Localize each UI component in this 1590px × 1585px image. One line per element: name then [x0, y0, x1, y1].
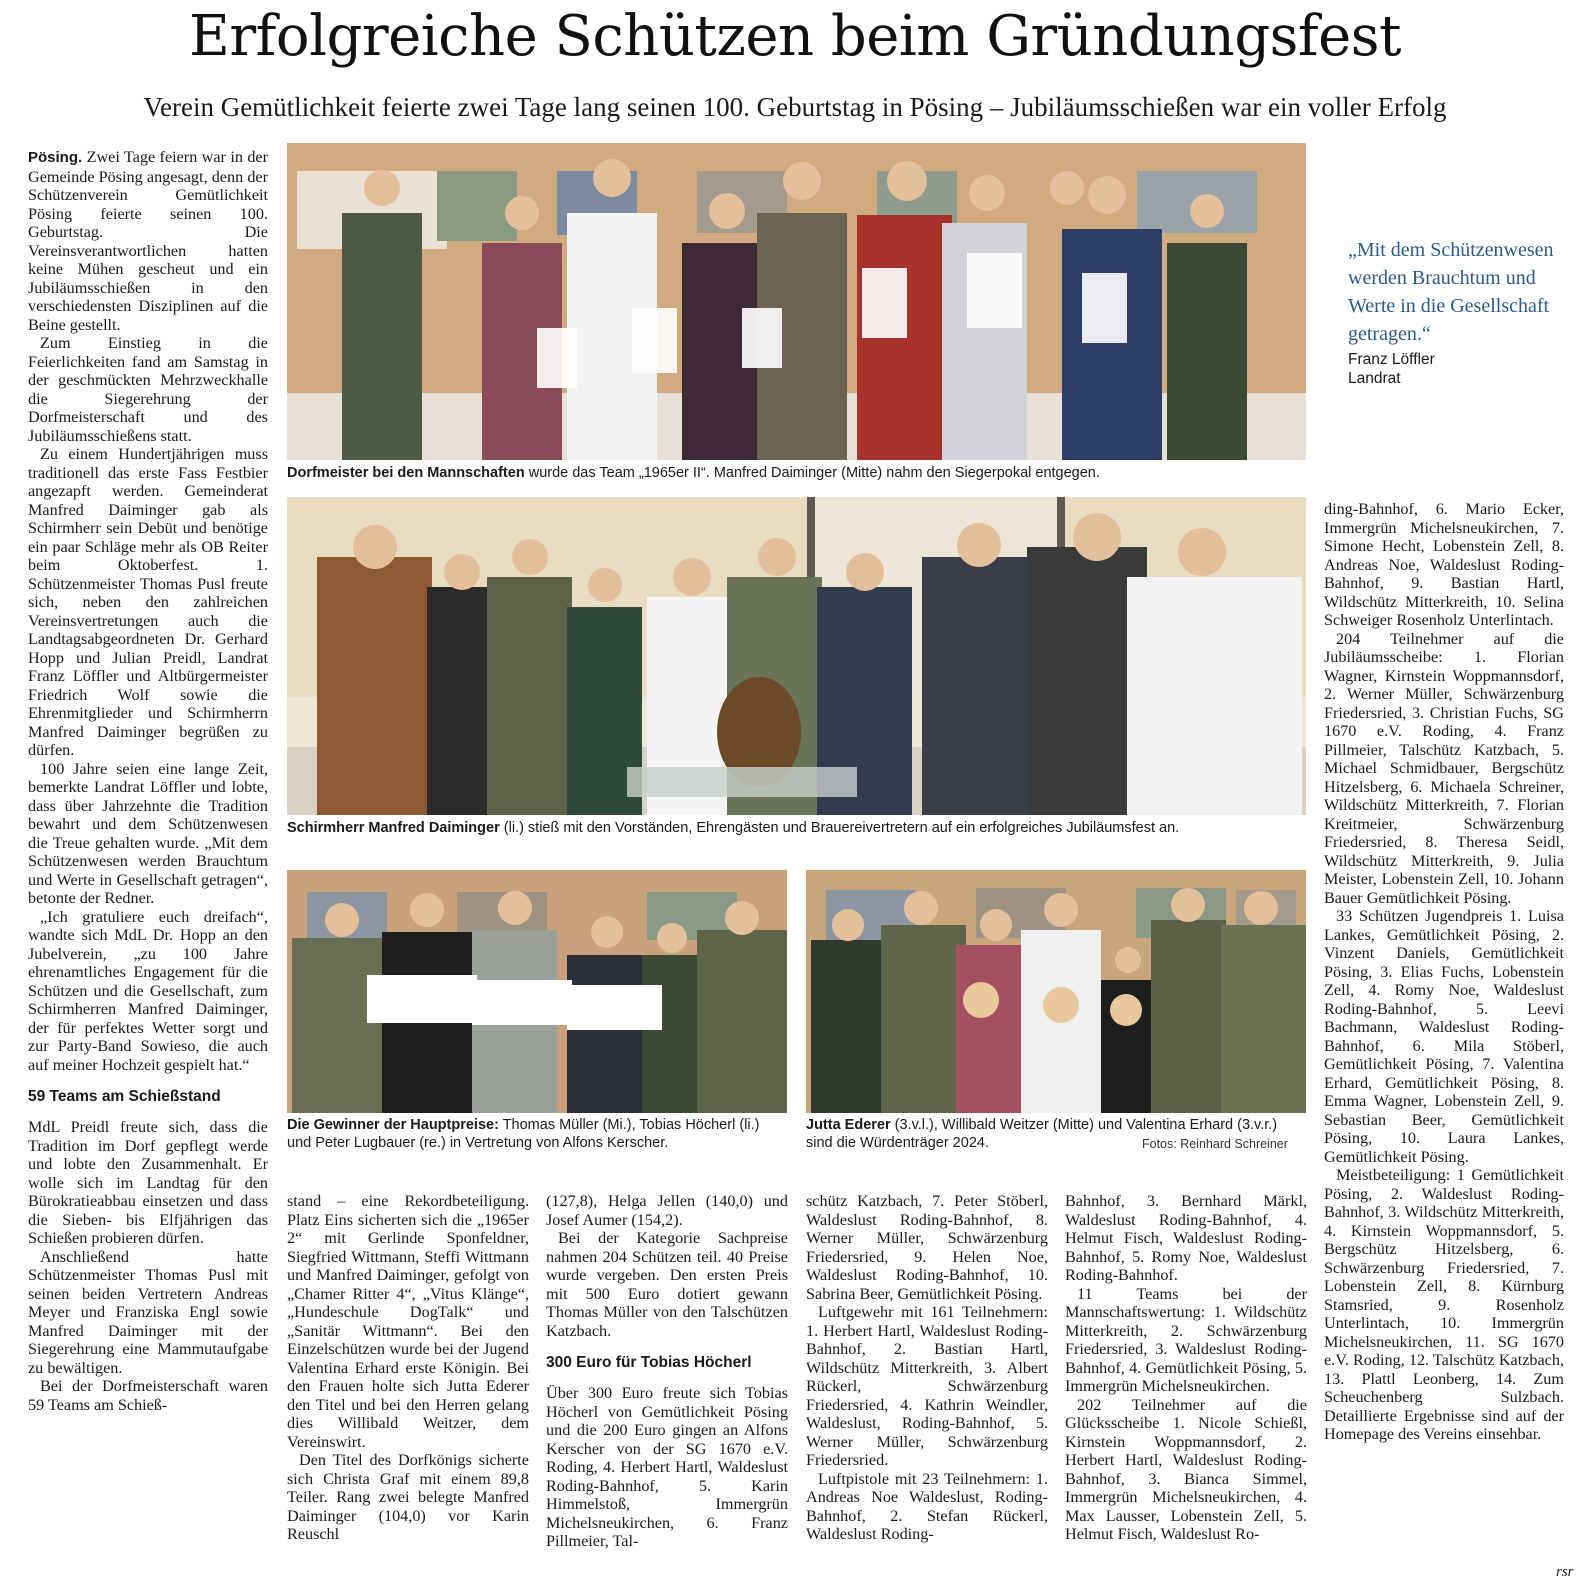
text-column-6	[1324, 500, 1564, 1562]
quote-author-role: Landrat	[1348, 370, 1401, 387]
photo-caption	[287, 819, 1306, 837]
paragraph: Zu einem Hundertjährigen muss traditionell das erste Fass Festbier angezapft werden. Gemeinderat Manfred Daiminger gab als Schirmherr sein Debüt und benötige ein paar Schläge mehr als OB Reiter beim Oktoberfest. 1. Schützenmeister Thomas Pusl freute sich, neben den zahlreichen Vereinsvertretungen auch die Landtagsabgeordneten Dr. Gerhard Hopp und Julian Preidl, Landrat Franz Löffler und Altbürgermeister Friedrich Wolf sowie die Ehrenmitglieder und Schirmherrn Manfred Daiminger begrüßen zu dürfen.	[28, 445, 268, 759]
photo-main-prize-winners	[287, 870, 787, 1113]
photo-team-1965er	[287, 143, 1306, 460]
paragraph: Luftgewehr mit 161 Teilnehmern: 1. Herbert Hartl, Waldeslust Roding-Bahnhof, 2. Bastian Hartl, Wildschütz Mitterkreith, 3. Albert Rückerl, Schwärzenburg Friedersried, 4. Kathrin Weindler, Waldeslust, Roding-Bahnhof, 5. Werner Müller, Schwärzenburg Friedersried.	[806, 1303, 1048, 1469]
paragraph: MdL Preidl freute sich, dass die Tradition im Dorf gepflegt werde und lobte den Zusammenhalt. Er wolle sich im Landtag für den Bürokratieabbau einsetzen und dass die Sieben- bis Elfjährigen das Schießen probieren dürfen.	[28, 1118, 268, 1247]
paragraph: schütz Katzbach, 7. Peter Stöberl, Waldeslust Roding-Bahnhof, 8. Werner Müller, Schwärzenburg Friedersried, 9. Helen Noe, Waldeslust Roding-Bahnhof, 10. Sabrina Beer, Gemütlichkeit Pösing.	[806, 1192, 1048, 1303]
text-column-4	[806, 1192, 1048, 1585]
photo-credit: Fotos: Reinhard Schreiner	[1142, 1137, 1288, 1151]
paragraph: Anschließend hatte Schützenmeister Thomas Pusl mit seinen beiden Vertretern Andreas Meyer und Franziska Engl sowie Manfred Daiminger mit der Siegerehrung eine Mammutaufgabe zu bewältigen.	[28, 1247, 268, 1377]
caption-lead: Dorfmeister bei den Mannschaften	[287, 465, 525, 481]
caption-lead: Schirmherr Manfred Daiminger	[287, 820, 500, 836]
paragraph: 204 Teilnehmer auf die Jubiläumsscheibe: 1. Florian Wagner, Kirnstein Woppmannsdorf, 2. Werner Müller, Schwärzenburg Friedersried, 3. Christian Fuchs, SG 1670 e.V. Roding, 4. Franz Pillmeier, Talschütz Katzbach, 5. Michael Schmidbauer, Bergschütz Hitzelsberg, 6. Michaela Schreiner, Wildschütz Mitterkreith, 7. Florian Kreitmeier, Schwärzenburg Friedersried, 8. Theresa Seidl, Wildschütz Mitterkreith, 9. Julia Meister, Lobenstein Zell, 10. Johann Bauer Gemütlichkeit Pösing.	[1324, 629, 1564, 907]
caption-text: Thomas Müller (Mi.), Tobias Höcherl (li.) und Peter Lugbauer (re.) in Vertretung von Alfons Kerscher.	[287, 1117, 760, 1151]
paragraph: 202 Teilnehmer auf die Glücksscheibe 1. Nicole Schießl, Kirnstein Woppmannsdorf, 2. Herbert Hartl, Waldeslust Roding-Bahnhof, 3. Bianca Simmel, Immergrün Michelsneukirchen, 4. Max Lausser, Lobenstein Zell, 5. Helmut Fisch, Waldeslust Ro-	[1065, 1395, 1307, 1543]
quote-author	[1348, 350, 1584, 388]
caption-text: (li.) stieß mit den Vorständen, Ehrengästen und Brauereivertretern auf ein erfolgreiches Jubiläumsfest an.	[499, 820, 1180, 836]
paragraph: Bei der Kategorie Sachpreise nahmen 204 Schützen teil. 40 Preise wurde vergeben. Den ersten Preis mit 500 Euro dotiert gewann Thomas Müller von den Talschützen Katzbach.	[546, 1229, 788, 1340]
photo-caption	[287, 1116, 787, 1152]
author-signature: rsr	[1556, 1564, 1574, 1580]
subheading: 59 Teams am Schießstand	[28, 1088, 221, 1105]
paragraph: Den Titel des Dorfkönigs sicherte sich Christa Graf mit einem 89,8 Teiler. Rang zwei belegte Manfred Daiminger (104,0) vor Karin Reuschl	[287, 1451, 529, 1543]
paragraph: (127,8), Helga Jellen (140,0) und Josef Aumer (154,2).	[546, 1192, 788, 1229]
paragraph: „Ich gratuliere euch dreifach“, wandte sich MdL Dr. Hopp an den Jubelverein, „zu 100 Jahre ehrenamtliches Engagement für die Schützen und die Gesellschaft, zum Schirmherren Manfred Daiminger, der für perfektes Wetter sorgt und zur Party-Band Sowieso, die auch auf meiner Hochzeit gespielt hat.“	[28, 907, 268, 1074]
text-column-1	[28, 148, 268, 1585]
paragraph: stand – eine Rekordbeteiligung. Platz Eins sicherten sich die „1965er 2“ mit Gerlinde Sponfeldner, Siegfried Wittmann, Steffi Wittmann und Manfred Daiminger, gefolgt von „Chamer Ritter 4“, „Vitus Klänge“, „Hundeschule DogTalk“ und „Sanitär Wittmann“. Bei den Einzelschützen wurde bei der Jugend Valentina Erhard erste Königin. Bei den Frauen holte sich Jutta Ederer den Titel und bei den Herren gelang dies Willibald Weitzer, dem Vereinswirt.	[287, 1192, 529, 1451]
paragraph: Luftpistole mit 23 Teilnehmern: 1. Andreas Noe Waldeslust, Roding-Bahnhof, 2. Stefan Rückerl, Waldeslust Roding-	[806, 1469, 1048, 1543]
text-column-3	[546, 1192, 788, 1585]
photo-caption	[287, 464, 1306, 482]
paragraph: Zum Einstieg in die Feierlichkeiten fand am Samstag in der geschmückten Mehrzweckhalle die Siegerehrung der Dorfmeisterschaft und des Jubiläumsschießens statt.	[28, 334, 268, 445]
paragraph: 11 Teams bei der Mannschaftswertung: 1. Wildschütz Mitterkreith, 2. Schwärzenburg Friedersried, 3. Waldeslust Roding-Bahnhof, 4. Gemütlichkeit Pösing, 5. Immergrün Michelsneukirchen.	[1065, 1284, 1307, 1395]
paragraph	[28, 148, 268, 334]
paragraph: Bahnhof, 3. Bernhard Märkl, Waldeslust Roding-Bahnhof, 4. Helmut Fisch, Waldeslust Roding-Bahnhof, 5. Romy Noe, Waldeslust Roding-Bahnhof.	[1065, 1192, 1307, 1284]
paragraph-text: Zwei Tage feiern war in der Gemeinde Pösing angesagt, denn der Schützenverein Gemütlichkeit Pösing feierte seinen 100. Geburtstag. Die Vereinsverantwortlichen hatten keine Mühen gescheut und ein Jubiläumsschießen in den verschiedensten Disziplinen auf die Beine gestellt.	[28, 148, 268, 334]
pull-quote: „Mit dem Schützenwesen werden Brauchtum und Werte in die Gesellschaft getragen.“	[1348, 239, 1554, 345]
paragraph: 33 Schützen Jugendpreis 1. Luisa Lankes, Gemütlichkeit Pösing, 2. Vinzent Daniels, Gemütlichkeit Pösing, 3. Elias Fuchs, Lobenstein Zell, 4. Romy Noe, Waldeslust Roding-Bahnhof, 5. Leevi Bachmann, Waldeslust Roding-Bahnhof, 6. Mila Stöberl, Gemütlichkeit Pösing, 7. Valentina Erhard, Gemütlichkeit Pösing, 8. Emma Wagner, Lobenstein Zell, 9. Sebastian Beer, Gemütlichkeit Pösing, 10. Laura Lankes, Gemütlichkeit Pösing.	[1324, 907, 1564, 1166]
caption-lead: Die Gewinner der Hauptpreise:	[287, 1117, 499, 1133]
subheadline: Verein Gemütlichkeit feierte zwei Tage lang seinen 100. Geburtstag in Pösing – Jubiläumsschießen war ein voller Erfolg	[143, 92, 1447, 122]
caption-text: (3.v.l.), Willibald Weitzer (Mitte) und Valentina Erhard (3.v.r.) sind die Würdenträger 2024.	[806, 1117, 1278, 1151]
headline: Erfolgreiche Schützen beim Gründungsfest	[188, 4, 1402, 69]
paragraph: Meistbeteiligung: 1 Gemütlichkeit Pösing, 2. Waldeslust Roding-Bahnhof, 3. Wildschütz Mitterkreith, 4. Kirnstein Woppmannsdorf, 5. Bergschütz Hitzelsberg, 6. Schwärzenburg Friedersried, 7. Lobenstein Zell, 8. Kürnburg Stamsried, 9. Rosenholz Unterlintach, 10. Immergrün Michelsneukirchen, 11. SG 1670 e.V. Roding, 12. Talschütz Katzbach, 13. Plattl Leonberg, 14. Zum Scheuchenberg Sulzbach. Detaillierte Ergebnisse sind auf der Homepage des Vereins einsehbar.	[1324, 1166, 1564, 1443]
paragraph: 100 Jahre seien eine lange Zeit, bemerkte Landrat Löffler und lobte, dass über Jahrzehnte die Tradition bewahrt und dem Schützenwesen die Treue gehalten wurde. „Mit dem Schützenwesen werden Brauchtum und Werte in Gesellschaft getragen“, betonte der Redner.	[28, 759, 268, 907]
quote-author-name: Franz Löffler	[1348, 351, 1435, 368]
paragraph: Über 300 Euro freute sich Tobias Höcherl von Gemütlichkeit Pösing und die 200 Euro gingen an Alfons Kerscher von der SG 1670 e.V. Roding, 4. Herbert Hartl, Waldeslust Roding-Bahnhof, 5. Karin Himmelstoß, Immergrün Michelsneukirchen, 6. Franz Pillmeier, Tal-	[546, 1384, 788, 1550]
dateline: Pösing.	[28, 149, 83, 166]
caption-lead: Jutta Ederer	[806, 1117, 891, 1133]
caption-text: wurde das Team „1965er II“. Manfred Daiminger (Mitte) nahm den Siegerpokal entgegen.	[524, 465, 1100, 481]
text-column-5	[1065, 1192, 1307, 1585]
photo-toast	[287, 497, 1306, 815]
paragraph: Bei der Dorfmeisterschaft waren 59 Teams am Schieß-	[28, 1377, 268, 1414]
text-column-2	[287, 1192, 529, 1585]
photo-dignitaries-2024	[806, 870, 1306, 1113]
paragraph: ding-Bahnhof, 6. Mario Ecker, Immergrün Michelsneukirchen, 7. Simone Hecht, Lobenstein Zell, 8. Andreas Noe, Waldeslust Roding-Bahnhof, 9. Bastian Hartl, Wildschütz Mitterkreith, 10. Selina Schweiger Rosenholz Unterlintach.	[1324, 500, 1564, 629]
subheading: 300 Euro für Tobias Höcherl	[546, 1354, 752, 1371]
